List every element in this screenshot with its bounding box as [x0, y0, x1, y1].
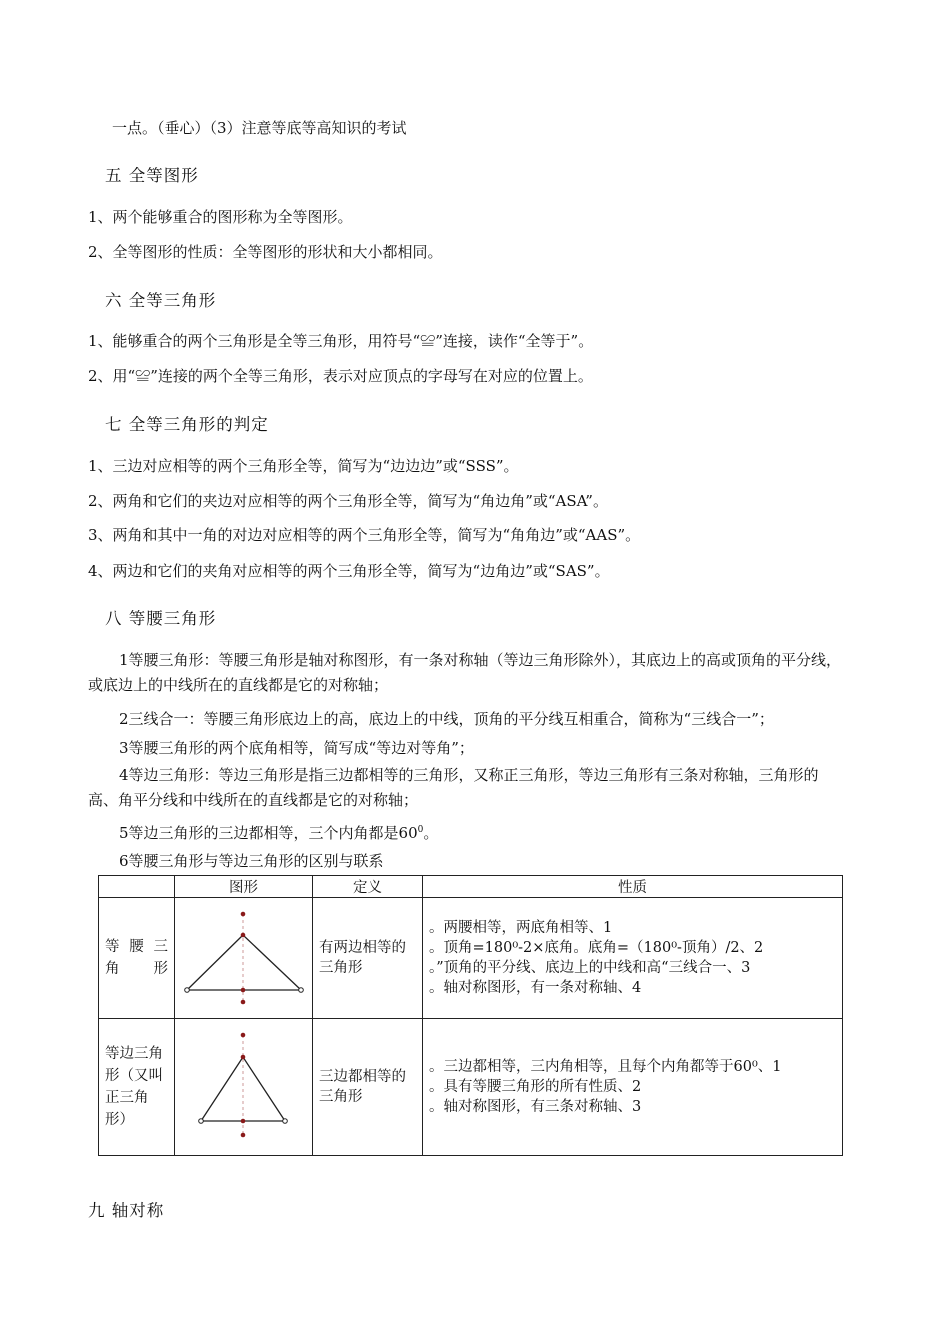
para-5-text: 5等边三角形的三边都相等，三个内角都是60 — [119, 824, 418, 842]
section-7-item-1: 1、三边对应相等的两个三角形全等，简写为“边边边”或“SSS”。 — [88, 457, 519, 475]
section-8-para-4: 4等边三角形：等边三角形是指三边都相等的三角形，又称正三角形，等边三角形有三条对称轴，三角形的高、角平分线和中线所在的直线都是它的对称轴； — [88, 766, 819, 809]
table-row-isosceles — [99, 898, 843, 1019]
section-8-title: 八 等腰三角形 — [105, 609, 217, 628]
figure-isosceles — [175, 898, 313, 1019]
apex-point — [241, 1055, 246, 1060]
label-isosceles: 等 腰 三 角形 — [99, 898, 175, 1019]
section-8-para-3: 3等腰三角形的两个底角相等，简写成“等边对等角”； — [119, 739, 474, 757]
definition-equilateral: 三边都相等的三角形 — [313, 1019, 423, 1156]
properties-isosceles — [423, 898, 843, 1019]
comparison-table — [98, 875, 843, 1156]
triangle-outline — [187, 935, 301, 990]
section-8-para-1: 1等腰三角形：等腰三角形是轴对称图形，有一条对称轴（等边三角形除外），其底边上的高或顶角的平分线，或底边上的中线所在的直线都是它的对称轴； — [88, 651, 842, 694]
table-row-equilateral — [99, 1019, 843, 1156]
section-7-item-4: 4、两边和它们的夹角对应相等的两个三角形全等，简写为“边角边”或“SAS”。 — [88, 562, 610, 580]
header-figure: 图形 — [175, 876, 313, 898]
label-equilateral: 等边三角形（又叫正三角形） — [99, 1019, 175, 1156]
property-line: 。具有等腰三角形的所有性质、2 — [429, 1079, 642, 1095]
section-6-item-2: 2、用“≌”连接的两个全等三角形，表示对应顶点的字母写在对应的位置上。 — [88, 367, 593, 385]
axis-point-top — [241, 912, 246, 917]
axis-point-top — [241, 1033, 246, 1038]
property-line: 。轴对称图形，有三条对称轴、3 — [429, 1099, 642, 1115]
section-7-item-3: 3、两角和其中一角的对边对应相等的两个三角形全等，简写为“角角边”或“AAS”。 — [88, 526, 641, 544]
figure-equilateral — [175, 1019, 313, 1156]
base-midpoint — [241, 1119, 246, 1124]
degree-superscript: 0 — [417, 825, 424, 835]
section-5-item-2: 2、全等图形的性质：全等图形的形状和大小都相同。 — [88, 243, 443, 261]
base-left-vertex — [199, 1119, 204, 1124]
apex-point — [241, 933, 246, 938]
equilateral-triangle-figure — [181, 1027, 307, 1147]
property-line: 。轴对称图形，有一条对称轴、4 — [429, 980, 642, 996]
section-5-item-1: 1、两个能够重合的图形称为全等图形。 — [88, 208, 353, 226]
property-line: 。”顶角的平分线、底边上的中线和高“三线合一、3 — [429, 960, 751, 976]
section-6-title: 六 全等三角形 — [105, 291, 217, 310]
section-5-title: 五 全等图形 — [105, 166, 199, 185]
para-5-end: 。 — [423, 824, 439, 842]
isosceles-triangle-figure — [181, 908, 307, 1008]
header-empty — [99, 876, 175, 898]
table-header-row — [99, 876, 843, 898]
section-8-para-5 — [119, 823, 438, 843]
section-9-title: 九 轴对称 — [88, 1201, 165, 1220]
base-right-vertex — [283, 1119, 288, 1124]
intro-line: 一点。（垂心）（3）注意等底等高知识的考试 — [112, 119, 407, 137]
axis-point-bottom — [241, 1000, 246, 1005]
property-line: 。两腰相等，两底角相等、1 — [429, 920, 613, 936]
property-line: 。三边都相等，三内角相等，且每个内角都等于60⁰、1 — [429, 1059, 782, 1075]
section-8-para-6: 6等腰三角形与等边三角形的区别与联系 — [119, 852, 384, 870]
base-left-vertex — [185, 988, 190, 993]
base-right-vertex — [299, 988, 304, 993]
axis-point-bottom — [241, 1133, 246, 1138]
header-definition: 定义 — [313, 876, 423, 898]
property-line: 。顶角=180⁰-2×底角。底角=（180⁰-顶角）/2、2 — [429, 940, 764, 956]
header-properties: 性质 — [423, 876, 843, 898]
section-7-title: 七 全等三角形的判定 — [105, 415, 269, 434]
section-6-item-1: 1、能够重合的两个三角形是全等三角形，用符号“≌”连接，读作“全等于”。 — [88, 332, 594, 350]
base-midpoint — [241, 988, 246, 993]
properties-equilateral — [423, 1019, 843, 1156]
section-7-item-2: 2、两角和它们的夹边对应相等的两个三角形全等，简写为“角边角”或“ASA”。 — [88, 492, 608, 510]
definition-isosceles: 有两边相等的三角形 — [313, 898, 423, 1019]
section-8-para-2: 2三线合一：等腰三角形底边上的高，底边上的中线，顶角的平分线互相重合，简称为“三线合一”； — [119, 710, 774, 728]
